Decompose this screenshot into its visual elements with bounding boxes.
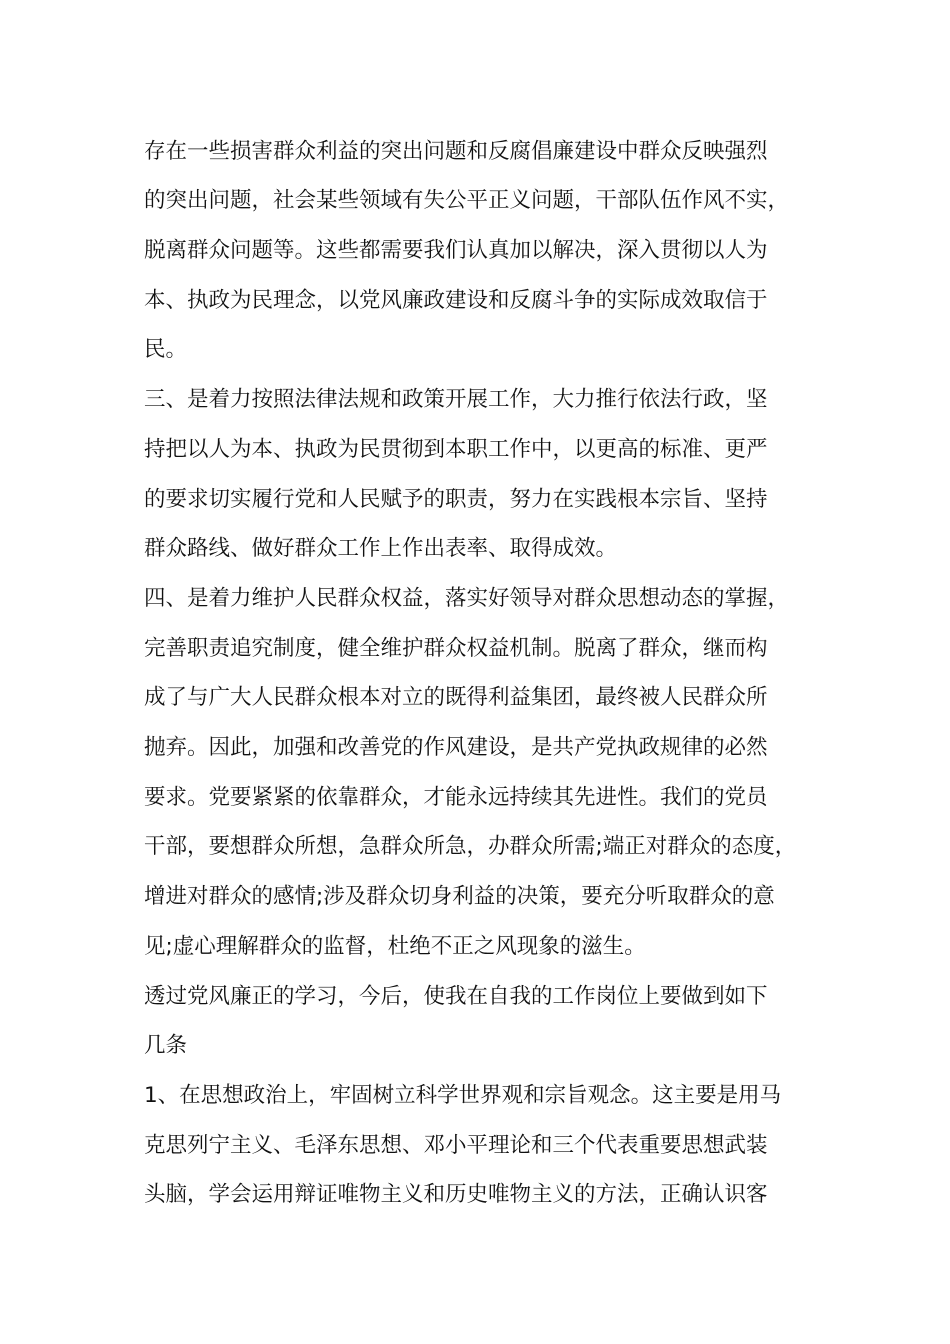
text-line: 民。 [144, 337, 188, 362]
text-line: 完善职责追究制度，健全维护群众权益机制。脱离了群众，继而构 [144, 636, 768, 661]
text-line: 增进对群众的感情;涉及群众切身利益的决策，要充分听取群众的意 [144, 884, 775, 909]
text-line: 的突出问题，社会某些领域有失公平正义问题，干部队伍作风不实， [144, 188, 790, 213]
text-line: 四、是着力维护人民群众权益，落实好领导对群众思想动态的掌握， [144, 586, 790, 611]
text-line: 群众路线、做好群众工作上作出表率、取得成效。 [144, 536, 618, 561]
text-line: 成了与广大人民群众根本对立的既得利益集团，最终被人民群众所 [144, 685, 768, 710]
text-line: 抛弃。因此，加强和改善党的作风建设，是共产党执政规律的必然 [144, 735, 768, 760]
text-line: 克思列宁主义、毛泽东思想、邓小平理论和三个代表重要思想武装 [144, 1133, 768, 1158]
text-line: 见;虚心理解群众的监督，杜绝不正之风现象的滋生。 [144, 934, 646, 959]
text-line: 头脑，学会运用辩证唯物主义和历史唯物主义的方法，正确认识客 [144, 1182, 768, 1207]
text-line: 三、是着力按照法律法规和政策开展工作，大力推行依法行政，坚 [144, 387, 768, 412]
text-line: 脱离群众问题等。这些都需要我们认真加以解决，深入贯彻以人为 [144, 238, 768, 263]
text-line: 存在一些损害群众利益的突出问题和反腐倡廉建设中群众反映强烈 [144, 139, 768, 164]
text-line: 透过党风廉正的学习，今后，使我在自我的工作岗位上要做到如下 [144, 984, 768, 1009]
text-line: 持把以人为本、执政为民贯彻到本职工作中，以更高的标准、更严 [144, 437, 768, 462]
text-line: 要求。党要紧紧的依靠群众，才能永远持续其先进性。我们的党员 [144, 785, 768, 810]
text-line: 干部，要想群众所想，急群众所急，办群众所需;端正对群众的态度， [144, 834, 797, 859]
text-line: 本、执政为民理念，以党风廉政建设和反腐斗争的实际成效取信于 [144, 288, 768, 313]
text-line: 的要求切实履行党和人民赋予的职责，努力在实践根本宗旨、坚持 [144, 487, 768, 512]
text-line: 几条 [144, 1033, 188, 1058]
text-line: 1、在思想政治上，牢固树立科学世界观和宗旨观念。这主要是用马 [144, 1083, 782, 1108]
